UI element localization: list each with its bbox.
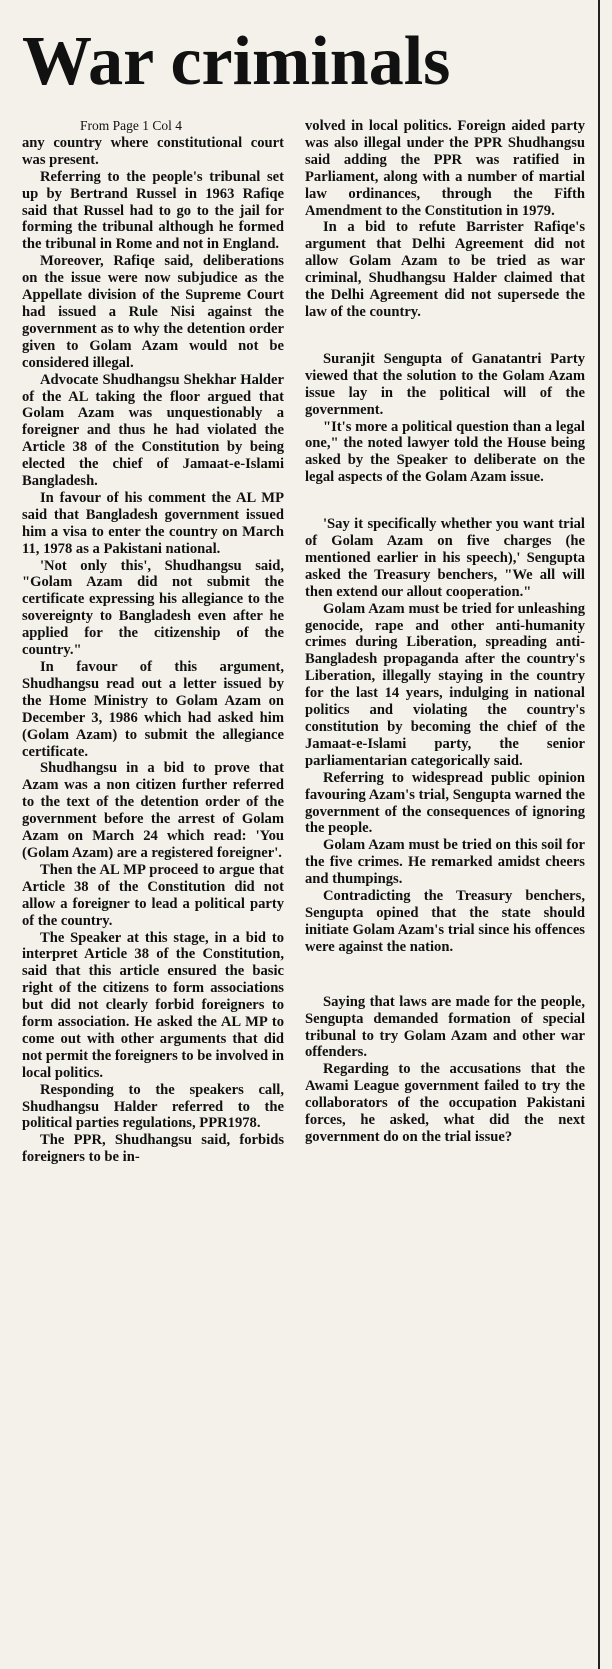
article-paragraph: Suranjit Sengupta of Ganatantri Party viewed that the solution to the Golam Azam issue lay in the political will of the government. (305, 350, 585, 418)
article-paragraph: Responding to the speakers call, Shudhangsu Halder referred to the political parties regulations, PPR1978. (22, 1081, 284, 1132)
article-paragraph: The Speaker at this stage, in a bid to interpret Article 38 of the Constitution, said that this article ensured the basic right of the citizens to form associations but did not clearly forbid foreigners to form association. He asked the AL MP to come out with other arguments that did not permit the foreigners to be involved in local politics. (22, 929, 284, 1081)
article-paragraph: In a bid to refute Barrister Rafiqe's argument that Delhi Agreement did not allow Golam Azam to be tried as war criminal, Shudhangsu Halder claimed that the Delhi Agreement did not supersede the law of the country. (305, 219, 585, 320)
right-column (305, 118, 585, 1146)
article-paragraph: Regarding to the accusations that the Awami League government failed to try the collaborators of the occupation Pakistani forces, he asked, what did the next government do on the trial issue? (305, 1061, 585, 1145)
article-paragraph: any country where constitutional court was present. (22, 134, 284, 168)
article-paragraph: Shudhangsu in a bid to prove that Azam was a non citizen further referred to the text of the detention order of the government before the arrest of Golam Azam on March 24 which read: 'You (Golam Azam) are a registered foreigner'. (22, 760, 284, 861)
headline: War criminals (22, 23, 451, 100)
article-paragraph: In favour of his comment the AL MP said that Bangladesh government issued him a visa to enter the country on March 11, 1978 as a Pakistani national. (22, 489, 284, 557)
article-paragraph: Referring to the people's tribunal set up by Bertrand Russel in 1963 Rafiqe said that Russel had to go to the jail for forming the tribunal although he formed the tribunal in Rome and not in England. (22, 168, 284, 253)
column-rule (598, 0, 600, 1669)
article-paragraph: Referring to widespread public opinion favouring Azam's trial, Sengupta warned the government of the consequences of ignoring the people. (305, 769, 585, 837)
article-paragraph: Saying that laws are made for the people, Sengupta demanded formation of special tribunal to try Golam Azam and other war offenders. (305, 993, 585, 1061)
jump-line: From Page 1 Col 4 (80, 118, 183, 133)
article-paragraph: The PPR, Shudhangsu said, forbids foreigners to be in- (22, 1132, 284, 1166)
article-paragraph: Then the AL MP proceed to argue that Article 38 of the Constitution did not allow a foreigner to lead a political party of the country. (22, 861, 284, 929)
article-paragraph: "It's more a political question than a legal one," the noted lawyer told the House being asked by the Speaker to deliberate on the legal aspects of the Golam Azam issue. (305, 418, 585, 486)
left-column (22, 118, 284, 1166)
article-paragraph: Golam Azam must be tried for unleashing genocide, rape and other anti-humanity crimes during Liberation, spreading anti-Bangladesh propaganda after the country's Liberation, illegally staying in the country for the last 14 years, indulging in national politics and violating the country's constitution by becoming the chief of the Jamaat-e-Islami party, the senior parliamentarian categorically said. (305, 600, 585, 769)
article-paragraph: Moreover, Rafiqe said, deliberations on the issue were now subjudice as the Appellate division of the Supreme Court had issued a Rule Nisi against the government as to why the detention order given to Golam Azam would not be considered illegal. (22, 253, 284, 371)
article-paragraph: Advocate Shudhangsu Shekhar Halder of the AL taking the floor argued that Golam Azam was unquestionably a foreigner and thus he had violated the Article 38 of the Constitution by being elected the chief of Jamaat-e-Islami Bangladesh. (22, 371, 284, 490)
article-paragraph: Golam Azam must be tried on this soil for the five crimes. He remarked amidst cheers and thumpings. (305, 837, 585, 888)
article-paragraph: 'Say it specifically whether you want trial of Golam Azam on five charges (he mentioned earlier in his speech),' Sengupta asked the Treasury benchers, "We all will then extend our allout cooperation." (305, 516, 585, 600)
article-paragraph: volved in local politics. Foreign aided party was also illegal under the PPR Shudhangsu said adding the PPR was ratified in Parliament, along with a number of martial law ordinances, through the Fifth Amendment to the Constitution in 1979. (305, 118, 585, 219)
article-paragraph: 'Not only this', Shudhangsu said, "Golam Azam did not submit the certificate expressing his allegiance to the sovereignty to Bangladesh even after he applied for the citizenship of the country." (22, 557, 284, 659)
article-paragraph: Contradicting the Treasury benchers, Sengupta opined that the state should initiate Golam Azam's trial since his offences were against the nation. (305, 888, 585, 955)
article-paragraph: In favour of this argument, Shudhangsu read out a letter issued by the Home Ministry to Golam Azam on December 3, 1986 which had asked him (Golam Azam) to submit the allegiance certificate. (22, 659, 284, 760)
